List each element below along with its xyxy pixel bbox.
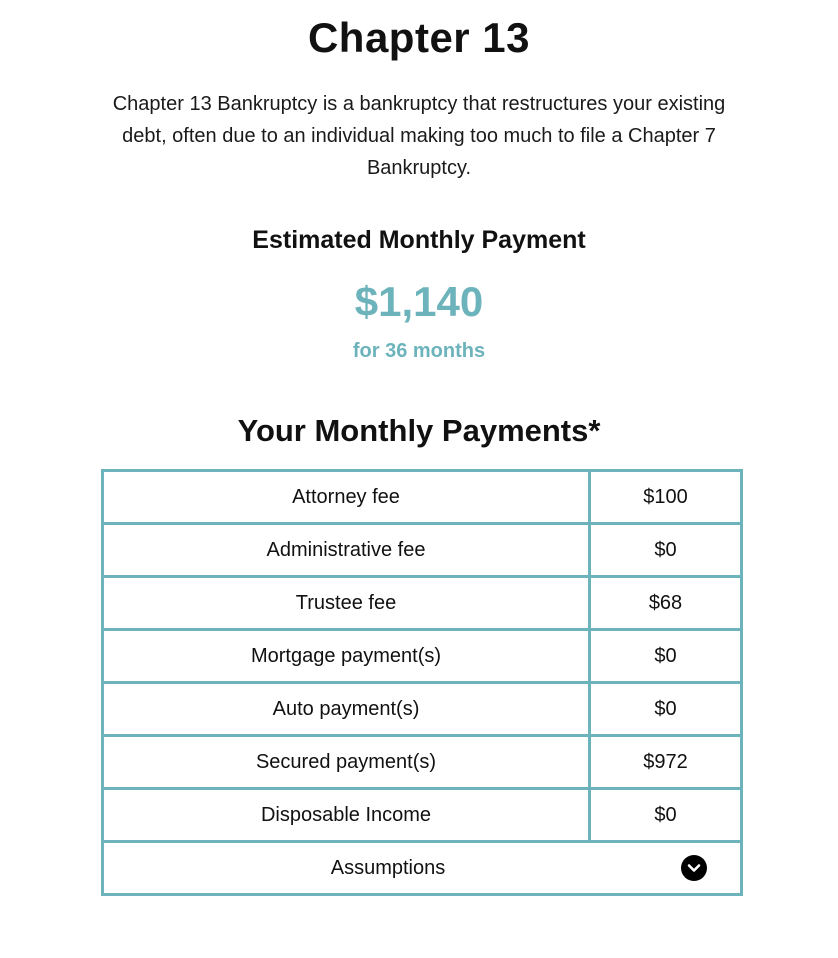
row-label: Trustee fee: [103, 577, 590, 630]
table-row-trustee-fee: [103, 577, 742, 630]
row-value: $0: [590, 789, 742, 842]
intro-text: Chapter 13 Bankruptcy is a bankruptcy that restructures your existing debt, often due to an individual making too much to file a Chapter 7 Bankruptcy.: [112, 93, 726, 179]
chevron-down-icon[interactable]: [681, 855, 707, 881]
table-row-secured-payments: [103, 736, 742, 789]
row-label: Attorney fee: [103, 471, 590, 524]
table-row-disposable-income: [103, 789, 742, 842]
row-value: $68: [590, 577, 742, 630]
row-label: Disposable Income: [103, 789, 590, 842]
row-label: Mortgage payment(s): [103, 630, 590, 683]
page-title: Chapter 13: [307, 14, 531, 61]
estimated-payment-amount: $1,140: [354, 278, 484, 325]
table-row-mortgage-payments: [103, 630, 742, 683]
row-value: $0: [590, 683, 742, 736]
row-value: $0: [590, 630, 742, 683]
assumptions-label: Assumptions: [330, 856, 446, 879]
row-value: $972: [590, 736, 742, 789]
row-label: Secured payment(s): [103, 736, 590, 789]
table-row-administrative-fee: [103, 524, 742, 577]
table-row-auto-payments: [103, 683, 742, 736]
estimate-heading: Estimated Monthly Payment: [252, 226, 586, 254]
table-row-attorney-fee: [103, 471, 742, 524]
estimated-payment-term: for 36 months: [352, 340, 486, 362]
row-label: Administrative fee: [103, 524, 590, 577]
row-value: $0: [590, 524, 742, 577]
row-label: Auto payment(s): [103, 683, 590, 736]
payments-heading: Your Monthly Payments*: [237, 413, 601, 448]
row-value: $100: [590, 471, 742, 524]
assumptions-row[interactable]: [103, 842, 742, 895]
monthly-payments-table: [101, 469, 743, 896]
assumptions-toggle[interactable]: [103, 842, 742, 895]
